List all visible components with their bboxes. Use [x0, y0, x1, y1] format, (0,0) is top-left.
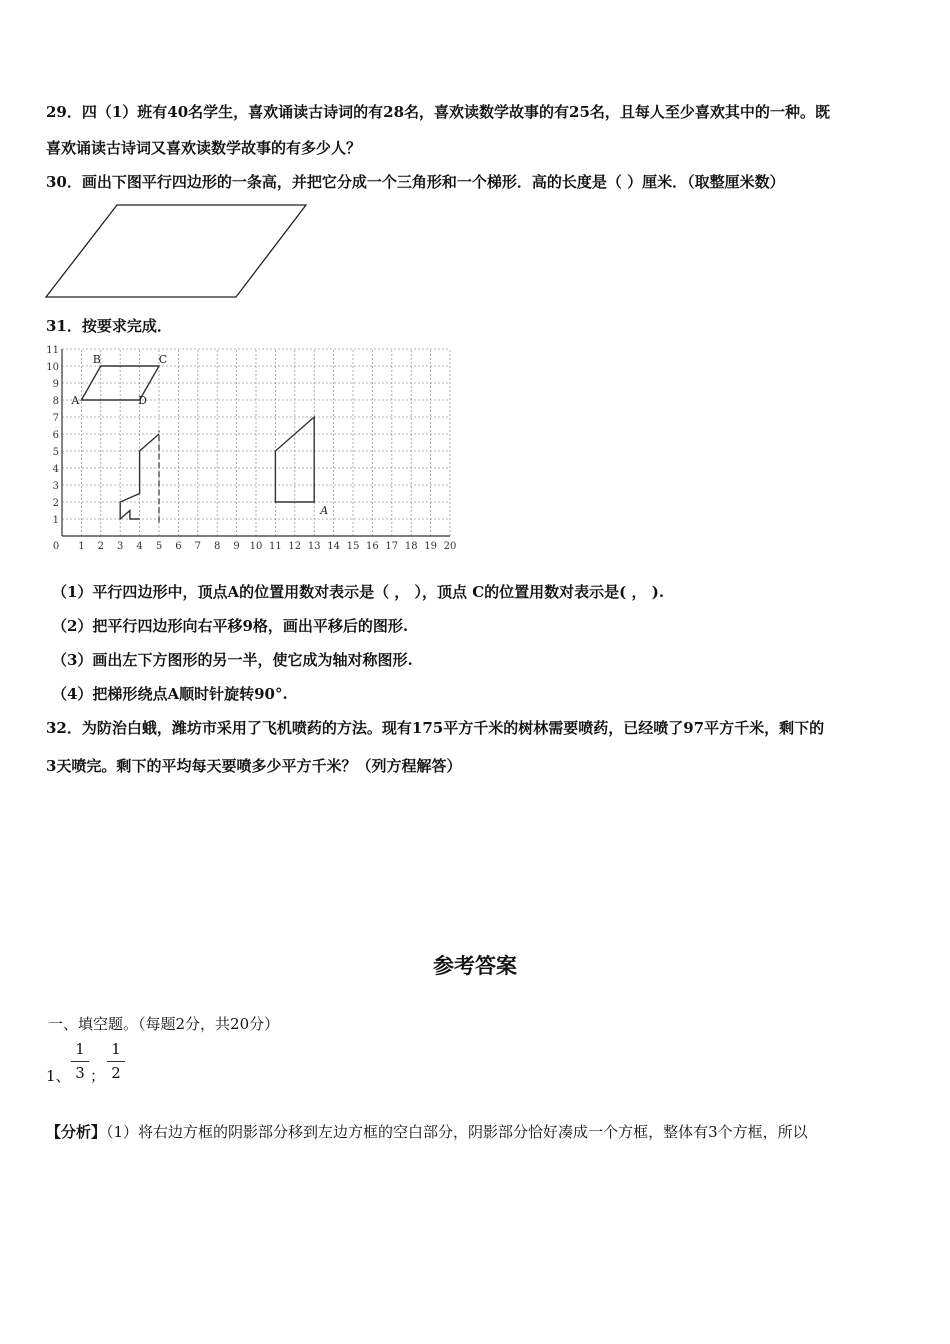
x-tick-label: 16: [366, 541, 379, 552]
x-tick-label: 14: [327, 541, 340, 552]
x-tick-label: 8: [214, 541, 221, 552]
analysis-paragraph: [46, 1122, 906, 1142]
y-tick-label: 1: [52, 515, 59, 526]
x-tick-label: 20: [443, 541, 457, 552]
y-tick-label: 4: [52, 464, 59, 475]
x-tick-label: 4: [136, 541, 143, 552]
x-tick-label: 11: [269, 541, 282, 552]
question-31-part-1: （1）平行四边形中，顶点A的位置用数对表示是（ ， ），顶点 C的位置用数对表示是( ， ).: [52, 583, 665, 601]
x-tick-label: 13: [307, 541, 321, 552]
question-29-line-1: 29．四（1）班有40名学生，喜欢诵读古诗词的有28名，喜欢读数学故事的有25名，且每人至少喜欢其中的一种。既: [46, 103, 830, 121]
question-31-part-4: （4）把梯形绕点A顺时针旋转90°.: [52, 685, 288, 703]
vertex-label: A: [71, 394, 80, 407]
x-tick-label: 0: [52, 541, 60, 552]
trapezoid-vertex-label: A: [320, 504, 329, 517]
section-1-heading: 一、填空题。（每题2分，共20分）: [48, 1015, 280, 1033]
question-30: 30．画出下图平行四边形的一条高，并把它分成一个三角形和一个梯形．高的长度是（ ）厘米．（取整厘米数）: [46, 173, 785, 191]
question-31: 31．按要求完成．: [46, 317, 172, 335]
vertex-label: B: [92, 353, 101, 366]
x-tick-label: 5: [155, 541, 163, 552]
vertex-label: C: [158, 353, 168, 366]
answer-1: [46, 1038, 246, 1088]
question-31-part-2: （2）把平行四边形向右平移9格，画出平移后的图形.: [52, 617, 409, 635]
question-32-line-1: 32．为防治白蛾，潍坊市采用了飞机喷药的方法。现有175平方千米的树林需要喷药，已经喷了97平方千米，剩下的: [46, 719, 825, 737]
y-tick-label: 11: [46, 345, 59, 356]
y-tick-label: 10: [46, 362, 59, 373]
question-31-part-3: （3）画出左下方图形的另一半，使它成为轴对称图形.: [52, 651, 413, 669]
y-tick-label: 2: [52, 498, 59, 509]
x-tick-label: 7: [194, 541, 201, 552]
x-tick-label: 6: [175, 541, 182, 552]
analysis-text: （1）将右边方框的阴影部分移到左边方框的空白部分，阴影部分恰好凑成一个方框，整体有3个方框，所以: [106, 1123, 808, 1141]
answer-1-label: 1、: [46, 1067, 71, 1085]
x-tick-label: 18: [404, 541, 418, 552]
y-tick-label: 8: [52, 396, 59, 407]
x-tick-label: 12: [288, 541, 302, 552]
x-tick-label: 17: [385, 541, 399, 552]
y-tick-label: 9: [52, 379, 59, 390]
x-tick-label: 1: [78, 541, 85, 552]
x-tick-label: 3: [117, 541, 124, 552]
fraction-one-third: [70, 1040, 90, 1083]
y-tick-label: 6: [52, 430, 59, 441]
x-tick-label: 19: [424, 541, 437, 552]
question-29-line-2: 喜欢诵读古诗词又喜欢读数学故事的有多少人？: [46, 139, 362, 157]
y-tick-label: 5: [52, 447, 59, 458]
question-32-line-2: 3天喷完。剩下的平均每天要喷多少平方千米？（列方程解答）: [46, 757, 462, 775]
x-tick-label: 2: [97, 541, 104, 552]
fraction-one-half: [106, 1040, 126, 1083]
y-axis-tick-labels: [46, 345, 59, 526]
x-axis-tick-labels: [53, 541, 457, 552]
x-tick-label: 15: [346, 541, 360, 552]
grid-shapes: [70, 353, 328, 522]
analysis-tag: 【分析】: [46, 1123, 107, 1141]
coordinate-grid-figure: [44, 342, 464, 552]
parallelogram-figure: [44, 202, 310, 300]
y-tick-label: 7: [52, 413, 59, 424]
answers-title: 参考答案: [433, 954, 517, 978]
vertex-label: D: [138, 394, 148, 407]
answer-separator: ；: [90, 1067, 106, 1085]
parallelogram-shape: [46, 205, 306, 297]
fraction-numerator: 1: [75, 1040, 85, 1058]
x-tick-label: 10: [249, 541, 263, 552]
fraction-bar: [71, 1061, 89, 1062]
fraction-denominator: 2: [111, 1064, 121, 1082]
fraction-denominator: 3: [75, 1064, 85, 1082]
y-tick-label: 3: [52, 481, 59, 492]
fraction-bar: [107, 1061, 125, 1062]
fraction-numerator: 1: [111, 1040, 121, 1058]
x-tick-label: 9: [233, 541, 240, 552]
